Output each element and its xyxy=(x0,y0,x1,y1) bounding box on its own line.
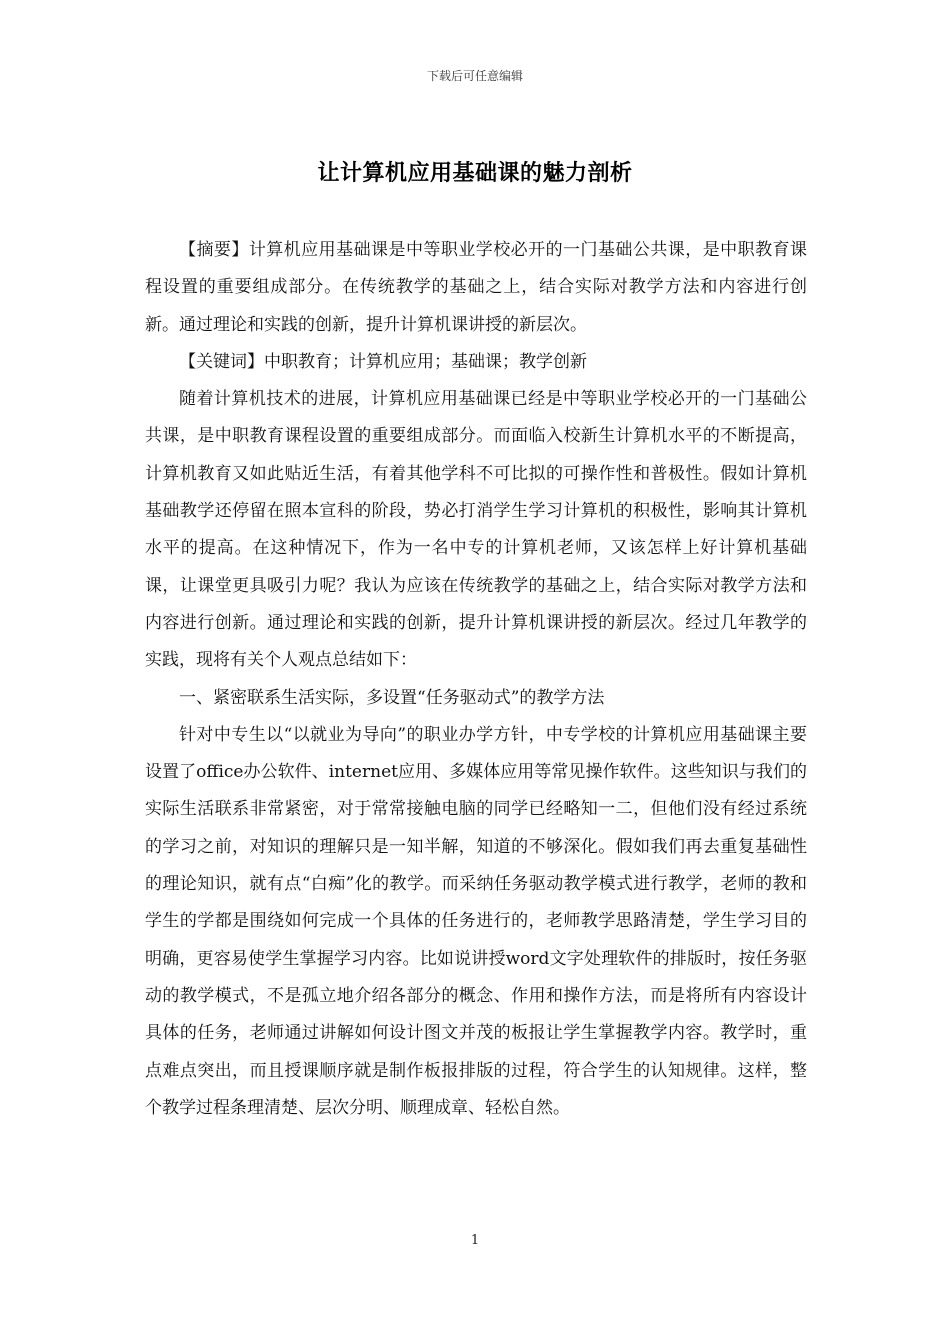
body-paragraph: 针对中专生以“以就业为导向”的职业办学方针，中专学校的计算机应用基础课主要设置了office办公软件、internet应用、多媒体应用等常见操作软件。这些知识与我们的实际生活联系非常紧密，对于常常接触电脑的同学已经略知一二，但他们没有经过系统的学习之前，对知识的理解只是一知半解，知道的不够深化。假如我们再去重复基础性的理论知识，就有点“白痴”化的教学。而采纳任务驱动教学模式进行教学，老师的教和学生的学都是围绕如何完成一个具体的任务进行的，老师教学思路清楚，学生学习目的明确，更容易使学生掌握学习内容。比如说讲授word文字处理软件的排版时，按任务驱动的教学模式，不是孤立地介绍各部分的概念、作用和操作方法，而是将所有内容设计具体的任务，老师通过讲解如何设计图文并茂的板报让学生掌握教学内容。教学时，重点难点突出，而且授课顺序就是制作板报排版的过程，符合学生的认知规律。这样，整个教学过程条理清楚、层次分明、顺理成章、轻松自然。 xyxy=(145,724,807,1118)
page-number: 1 xyxy=(470,1233,480,1248)
document-body xyxy=(145,232,807,1127)
keywords-paragraph: 【关键词】中职教育；计算机应用；基础课；教学创新 xyxy=(179,351,587,372)
section-heading: 一、紧密联系生活实际，多设置“任务驱动式”的教学方法 xyxy=(179,687,605,708)
abstract-paragraph: 【摘要】计算机应用基础课是中等职业学校必开的一门基础公共课，是中职教育课程设置的重要组成部分。在传统教学的基础之上，结合实际对教学方法和内容进行创新。通过理论和实践的创新，提升计算机课讲授的新层次。 xyxy=(145,240,807,335)
page-header: 下载后可任意编辑 xyxy=(426,69,523,83)
body-paragraph: 随着计算机技术的进展，计算机应用基础课已经是中等职业学校必开的一门基础公共课，是中职教育课程设置的重要组成部分。而面临入校新生计算机水平的不断提高，计算机教育又如此贴近生活，有着其他学科不可比拟的可操作性和普极性。假如计算机基础教学还停留在照本宣科的阶段，势必打消学生学习计算机的积极性，影响其计算机水平的提高。在这种情况下，作为一名中专的计算机老师，又该怎样上好计算机基础课，让课堂更具吸引力呢？我认为应该在传统教学的基础之上，结合实际对教学方法和内容进行创新。通过理论和实践的创新，提升计算机课讲授的新层次。经过几年教学的实践，现将有关个人观点总结如下： xyxy=(145,389,807,671)
document-title: 让计算机应用基础课的魅力剖析 xyxy=(317,161,633,186)
